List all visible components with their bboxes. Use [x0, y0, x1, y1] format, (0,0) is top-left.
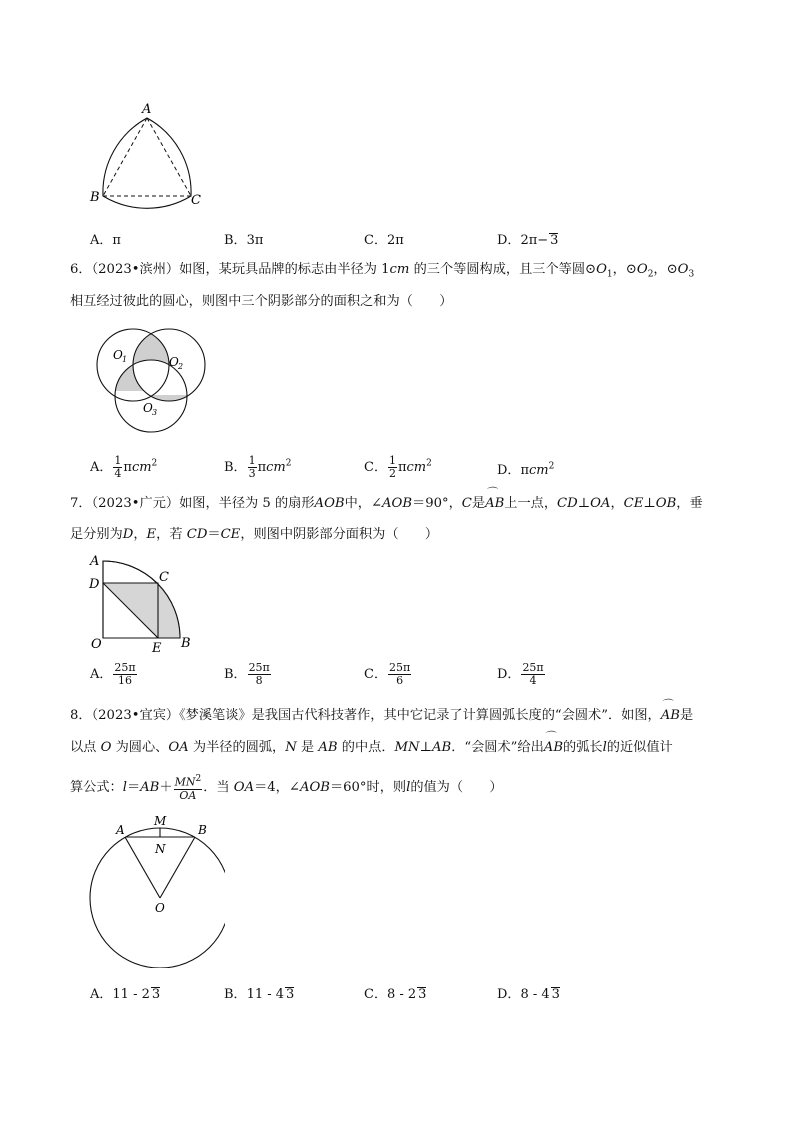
- label-c: C: [191, 193, 201, 208]
- q7-figure: [85, 550, 200, 655]
- svg-text:2: 2: [178, 362, 184, 371]
- label-o: O: [155, 901, 165, 915]
- label-c: C: [159, 570, 169, 585]
- label-d: D: [89, 577, 100, 592]
- q5-option-b[interactable]: B．3π: [224, 233, 264, 248]
- label-o3: O: [143, 401, 153, 415]
- q7-option-b[interactable]: B． $\frac{25\pi}{8}$: [224, 661, 270, 687]
- label-o2: O: [169, 355, 179, 369]
- q6-option-a[interactable]: A． $\frac{1}{4}$ πcm$^2$: [90, 454, 158, 480]
- label-a: A: [142, 102, 152, 117]
- label-b: B: [90, 190, 100, 205]
- label-e: E: [152, 641, 162, 655]
- label-a: A: [116, 823, 125, 837]
- q5-figure: [85, 100, 210, 210]
- q7-line-1: 7．（2023•广元）如图，半径为 5 的扇形AOB中，∠AOB＝90°，C是⌒ AB上一点，CD⊥OA，CE⊥OB，垂: [70, 494, 730, 514]
- label-o: O: [91, 637, 102, 652]
- q8-option-c[interactable]: C．8 - 2 3: [364, 987, 427, 1002]
- q6-line-2: 相互经过彼此的圆心，则图中三个阴影部分的面积之和为（ ）: [70, 294, 453, 309]
- label-a: A: [90, 554, 100, 569]
- q8-option-b[interactable]: B．11 - 4 3: [224, 987, 295, 1002]
- q8-line-1: 8．（2023•宜宾）《梦溪笔谈》是我国古代科技著作，其中它记录了计算圆弧长度的“会圆术”．如图，⌒ AB是: [70, 706, 730, 726]
- label-m: M: [154, 814, 167, 828]
- q5-option-d[interactable]: D．2π− 3: [497, 233, 559, 248]
- q8-option-a[interactable]: A．11 - 2 3: [90, 987, 161, 1002]
- svg-text:3: 3: [152, 408, 158, 417]
- q8-figure: [85, 808, 225, 968]
- q7-option-c[interactable]: C． $\frac{25\pi}{6}$: [364, 661, 411, 687]
- q6-option-c[interactable]: C． $\frac{1}{2}$ πcm$^2$: [364, 454, 432, 480]
- label-b: B: [181, 636, 191, 651]
- q8-line-2: 以点 O 为圆心、OA 为半径的圆弧，N 是 AB 的中点．MN⊥AB．“会圆术”给出⌒ AB的弧长l的近似值计: [70, 738, 730, 758]
- q5-option-c[interactable]: C．2π: [364, 233, 404, 248]
- q8-option-d[interactable]: D．8 - 4 3: [497, 987, 560, 1002]
- q8-line-3: 算公式：l＝AB＋ $\frac{MN^2}{OA}$ ．当 OA＝4，∠AOB＝60°时，则l的值为（ ）: [70, 774, 503, 802]
- label-b: B: [198, 823, 207, 837]
- q5-option-a[interactable]: A．π: [90, 233, 121, 248]
- q7-option-a[interactable]: A． $\frac{25\pi}{16}$: [90, 661, 136, 687]
- q6-figure: [85, 325, 215, 437]
- label-n: N: [155, 842, 166, 856]
- q6-line-1: 6．（2023•滨州）如图，某玩具品牌的标志由半径为 1cm 的三个等圆构成，且三个等圆$⊙O_1$，$⊙O_2$，$⊙O_3$: [70, 262, 695, 280]
- svg-text:1: 1: [122, 355, 128, 364]
- q6-option-d[interactable]: D．πcm$^2$: [497, 461, 555, 478]
- q7-line-2: 足分别为D，E，若 CD＝CE，则图中阴影部分面积为（ ）: [70, 527, 439, 542]
- q7-option-d[interactable]: D． $\frac{25\pi}{4}$: [497, 661, 544, 687]
- q6-option-b[interactable]: B． $\frac{1}{3}$ πcm$^2$: [224, 454, 292, 480]
- label-o1: O: [113, 348, 123, 362]
